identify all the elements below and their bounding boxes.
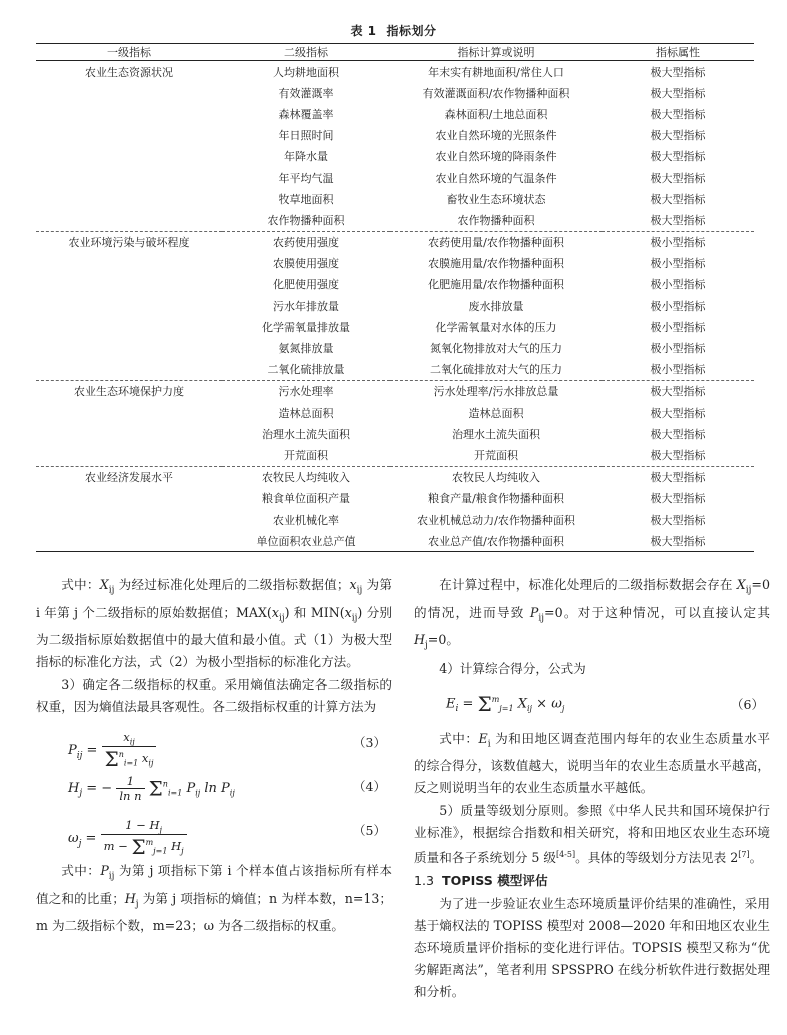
attribute-cell: 极小型指标 xyxy=(650,236,706,250)
table-group xyxy=(36,466,754,552)
primary-indicator-cell xyxy=(36,359,222,381)
attribute-cell: 极小型指标 xyxy=(650,278,706,292)
primary-indicator-cell xyxy=(36,488,222,509)
primary-indicator-cell xyxy=(36,402,222,423)
secondary-indicator-cell: 污水处理率 xyxy=(278,385,334,399)
table-row xyxy=(36,103,754,124)
primary-indicator-cell xyxy=(36,509,222,530)
paragraph: 4）计算综合得分，公式为 xyxy=(439,660,586,676)
secondary-indicator-cell: 农牧民人均纯收入 xyxy=(262,471,350,485)
table-row xyxy=(36,423,754,444)
attribute-cell: 极大型指标 xyxy=(650,129,706,143)
table-row xyxy=(36,337,754,358)
calculation-cell: 粮食产量/粮食作物播种面积 xyxy=(428,492,564,506)
table-row xyxy=(36,125,754,146)
table-row xyxy=(36,209,754,231)
header-attribute: 指标属性 xyxy=(656,46,700,59)
left-column xyxy=(36,574,392,938)
table-row xyxy=(36,167,754,188)
primary-indicator-cell xyxy=(36,167,222,188)
header-primary: 一级指标 xyxy=(107,46,151,59)
table-row xyxy=(36,295,754,316)
primary-indicator-cell xyxy=(36,125,222,146)
equation-number: （3） xyxy=(353,735,386,751)
calculation-cell: 农作物播种面积 xyxy=(457,213,535,227)
calculation-cell: 农牧民人均纯收入 xyxy=(452,471,540,485)
primary-indicator-cell: 农业生态环境保护力度 xyxy=(74,385,184,399)
table-group xyxy=(36,61,754,232)
paragraph: 5）质量等级划分原则。参照《中华人民共和国环境保护行业标准》，根据综合指数和相关研究，将和田地区农业生态环境质量和各子系统划分 5 级[4-5]。具体的等级划分方法见表 2[7]。 xyxy=(414,803,770,866)
table-row xyxy=(36,231,754,253)
table-row xyxy=(36,509,754,530)
table-row xyxy=(36,359,754,381)
paragraph: 式中：$X_{ij}$ 为经过标准化处理后的二级指标数据值；$x_{ij}$ 为第 i 年第 j 个二级指标的原始数据值；$MAX(x_{ij})$ 和 $MIN(x_{ij})$ 分别为二级指标原始数据值中的最大值和最小值。式（1）为极大型指标的标准化方法，式（2）为极小型指标的标准化方法。 xyxy=(36,577,392,670)
attribute-cell: 极大型指标 xyxy=(650,171,706,185)
table-row xyxy=(36,530,754,552)
attribute-cell: 极大型指标 xyxy=(650,86,706,100)
calculation-cell: 污水处理率/污水排放总量 xyxy=(433,385,559,399)
calculation-cell: 有效灌溉面积/农作物播种面积 xyxy=(422,86,570,100)
secondary-indicator-cell: 造林总面积 xyxy=(278,406,334,420)
attribute-cell: 极小型指标 xyxy=(650,363,706,377)
calculation-cell: 年末实有耕地面积/常住人口 xyxy=(428,65,564,79)
right-column xyxy=(414,574,770,1004)
secondary-indicator-cell: 有效灌溉率 xyxy=(278,86,334,100)
table-row xyxy=(36,488,754,509)
table-row xyxy=(36,61,754,83)
secondary-indicator-cell: 农作物播种面积 xyxy=(267,213,345,227)
paragraph: 式中：$E_i$ 为和田地区调查范围内每年的农业生态质量水平的综合得分，该数值越大，说明当年的农业生态质量水平越高，反之则说明当年的农业生态质量水平越低。 xyxy=(414,730,770,796)
table-title: 指标划分 xyxy=(386,24,437,38)
attribute-cell: 极大型指标 xyxy=(650,385,706,399)
calculation-cell: 森林面积/土地总面积 xyxy=(444,107,548,121)
attribute-cell: 极大型指标 xyxy=(650,150,706,164)
equation-5: $\omega_j$ = $\frac{1 - H_j}{m - \Sigma^m_{j=1} H_j}$ （5） xyxy=(68,818,386,860)
secondary-indicator-cell: 牧草地面积 xyxy=(278,192,334,206)
calculation-cell: 化肥施用量/农作物播种面积 xyxy=(428,278,564,292)
calculation-cell: 农膜施用量/农作物播种面积 xyxy=(428,257,564,271)
paragraph: 式中：$P_{ij}$ 为第 j 项指标下第 i 个样本值占该指标所有样本值之和的比重；$H_j$ 为第 j 项指标的熵值；n 为样本数，n=13；m 为二级指标个数，m=23；ω 为各二级指标的权重。 xyxy=(36,863,393,934)
attribute-cell: 极大型指标 xyxy=(650,471,706,485)
calculation-cell: 化学需氧量对水体的压力 xyxy=(435,320,557,334)
secondary-indicator-cell: 森林覆盖率 xyxy=(278,107,334,121)
primary-indicator-cell: 农业生态资源状况 xyxy=(85,65,173,79)
primary-indicator-cell xyxy=(36,188,222,209)
secondary-indicator-cell: 农业机械化率 xyxy=(273,513,339,527)
calculation-cell: 农业总产值/农作物播种面积 xyxy=(428,534,564,548)
equation-3: $P_{ij}$ = $\frac{x_{ij}}{\Sigma^n_{i=1} x_{ij}}$ （3） xyxy=(68,730,386,772)
primary-indicator-cell xyxy=(36,103,222,124)
header-calculation: 指标计算或说明 xyxy=(457,46,535,59)
secondary-indicator-cell: 化肥使用强度 xyxy=(273,278,339,292)
primary-indicator-cell xyxy=(36,530,222,552)
calculation-cell: 治理水土流失面积 xyxy=(452,427,540,441)
calculation-cell: 畜牧业生态环境状态 xyxy=(446,192,546,206)
primary-indicator-cell xyxy=(36,295,222,316)
secondary-indicator-cell: 年日照时间 xyxy=(278,129,334,143)
table-group xyxy=(36,231,754,380)
primary-indicator-cell xyxy=(36,337,222,358)
primary-indicator-cell xyxy=(36,82,222,103)
index-table xyxy=(36,43,754,552)
primary-indicator-cell xyxy=(36,423,222,444)
calculation-cell: 造林总面积 xyxy=(468,406,524,420)
calculation-cell: 农药使用量/农作物播种面积 xyxy=(428,236,564,250)
primary-indicator-cell: 农业环境污染与破坏程度 xyxy=(68,236,190,250)
equation-number: （5） xyxy=(353,823,386,839)
calculation-cell: 废水排放量 xyxy=(468,299,524,313)
attribute-cell: 极大型指标 xyxy=(650,192,706,206)
attribute-cell: 极大型指标 xyxy=(650,427,706,441)
table-row xyxy=(36,380,754,402)
header-secondary: 二级指标 xyxy=(284,46,328,59)
paragraph: 为了进一步验证农业生态环境质量评价结果的准确性，采用基于熵权法的 TOPISS 模型对 2008—2020 年和田地区农业生态环境质量评价指标的变化进行评估。TOPSIS 模型又称为“优劣解距离法”，笔者利用 SPSSPRO 在线分析软件进行数据处理和分析。 xyxy=(414,896,771,1000)
calculation-cell: 农业自然环境的降雨条件 xyxy=(435,150,557,164)
calculation-cell: 农业自然环境的气温条件 xyxy=(435,171,557,185)
secondary-indicator-cell: 农膜使用强度 xyxy=(273,257,339,271)
table-row xyxy=(36,253,754,274)
attribute-cell: 极大型指标 xyxy=(650,65,706,79)
secondary-indicator-cell: 年平均气温 xyxy=(278,171,334,185)
secondary-indicator-cell: 开荒面积 xyxy=(284,448,328,462)
table-number: 表 1 xyxy=(350,24,377,38)
primary-indicator-cell: 农业经济发展水平 xyxy=(85,471,173,485)
equation-number: （4） xyxy=(353,779,386,795)
attribute-cell: 极大型指标 xyxy=(650,534,706,548)
table-row xyxy=(36,466,754,488)
primary-indicator-cell xyxy=(36,444,222,466)
table-row xyxy=(36,316,754,337)
calculation-cell: 农业机械总动力/农作物播种面积 xyxy=(417,513,575,527)
secondary-indicator-cell: 人均耕地面积 xyxy=(273,65,339,79)
attribute-cell: 极小型指标 xyxy=(650,257,706,271)
attribute-cell: 极大型指标 xyxy=(650,448,706,462)
secondary-indicator-cell: 污水年排放量 xyxy=(273,299,339,313)
calculation-cell: 氮氧化物排放对大气的压力 xyxy=(430,342,562,356)
table-caption xyxy=(0,22,787,39)
equation-6: $E_i = \Sigma^m_{j=1}$ $X_{ij} \times \omega_j$ （6） xyxy=(446,691,764,716)
table-row xyxy=(36,82,754,103)
calculation-cell: 二氧化硫排放对大气的压力 xyxy=(430,363,562,377)
attribute-cell: 极大型指标 xyxy=(650,492,706,506)
table-row xyxy=(36,146,754,167)
primary-indicator-cell xyxy=(36,253,222,274)
calculation-cell: 开荒面积 xyxy=(474,448,518,462)
secondary-indicator-cell: 年降水量 xyxy=(284,150,328,164)
equation-4: $H_j$ = − $\frac{1}{\text{ln n}}$ $\Sigma^n_{i=1}$ $P_{ij}$ $\ln P_{ij}$ （4） xyxy=(68,774,386,804)
secondary-indicator-cell: 农药使用强度 xyxy=(273,236,339,250)
table-header-row xyxy=(36,44,754,61)
table-row xyxy=(36,444,754,466)
table-group xyxy=(36,380,754,466)
section-title: TOPISS 模型评估 xyxy=(442,873,548,889)
attribute-cell: 极大型指标 xyxy=(650,107,706,121)
secondary-indicator-cell: 氨氮排放量 xyxy=(278,342,334,356)
secondary-indicator-cell: 治理水土流失面积 xyxy=(262,427,350,441)
secondary-indicator-cell: 二氧化硫排放量 xyxy=(267,363,345,377)
paragraph: 在计算过程中，标准化处理后的二级指标数据会存在 $X_{ij}=0$ 的情况，进而导致 $P_{ij}=0$。对于这种情况，可以直接认定其 $H_j=0$。 xyxy=(414,577,770,651)
primary-indicator-cell xyxy=(36,146,222,167)
secondary-indicator-cell: 化学需氧量排放量 xyxy=(262,320,350,334)
secondary-indicator-cell: 单位面积农业总产值 xyxy=(256,534,356,548)
attribute-cell: 极小型指标 xyxy=(650,342,706,356)
secondary-indicator-cell: 粮食单位面积产量 xyxy=(262,492,350,506)
attribute-cell: 极大型指标 xyxy=(650,406,706,420)
primary-indicator-cell xyxy=(36,274,222,295)
attribute-cell: 极小型指标 xyxy=(650,320,706,334)
table-row xyxy=(36,402,754,423)
equation-number: （6） xyxy=(731,696,764,712)
attribute-cell: 极大型指标 xyxy=(650,513,706,527)
section-number: 1.3 xyxy=(414,873,435,889)
attribute-cell: 极小型指标 xyxy=(650,299,706,313)
section-heading xyxy=(414,870,770,892)
table-row xyxy=(36,188,754,209)
primary-indicator-cell xyxy=(36,209,222,231)
paragraph: 3）确定各二级指标的权重。采用熵值法确定各二级指标的权重，因为熵值法最具客观性。各二级指标权重的计算方法为 xyxy=(36,677,392,715)
attribute-cell: 极大型指标 xyxy=(650,213,706,227)
primary-indicator-cell xyxy=(36,316,222,337)
table-row xyxy=(36,274,754,295)
calculation-cell: 农业自然环境的光照条件 xyxy=(435,129,557,143)
